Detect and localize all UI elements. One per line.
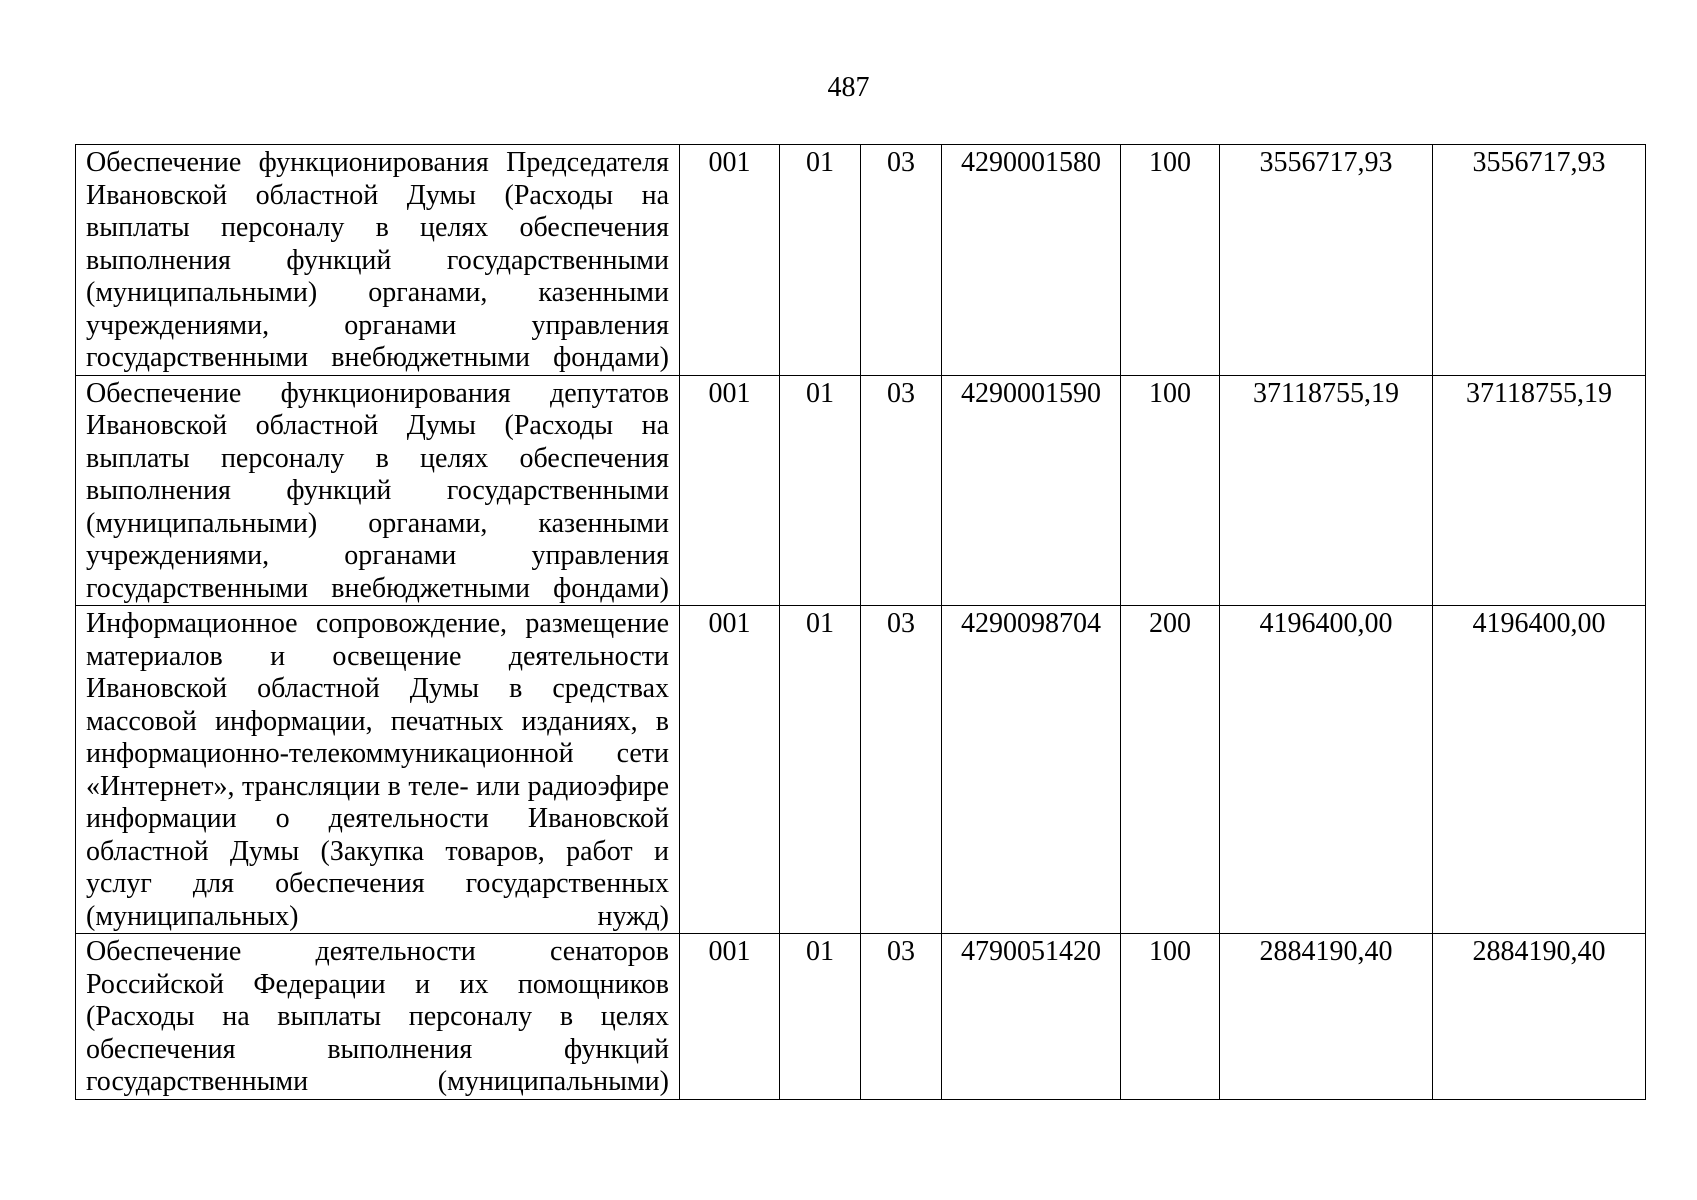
row-description: Информационное сопровождение, размещение материалов и освещение деятельности Ивановской областной Думы в средствах массовой информации, печатных изданиях, в информационно-телекоммуникационной сети «Интернет», трансляции в теле- или радиоэфире информации о деятельности Ивановской областной Думы (Закупка товаров, работ и услуг для обеспечения государственных (муниципальных) нужд) xyxy=(76,606,680,934)
subsection-code: 03 xyxy=(861,375,942,606)
table-row xyxy=(76,606,1646,934)
row-description: Обеспечение деятельности сенаторов Российской Федерации и их помощников (Расходы на выплаты персоналу в целях обеспечения выполнения функций государственными (муниципальными) xyxy=(76,934,680,1100)
subsection-code: 03 xyxy=(861,145,942,376)
section-code: 01 xyxy=(780,145,861,376)
row-description: Обеспечение функционирования депутатов Ивановской областной Думы (Расходы на выплаты персоналу в целях обеспечения выполнения функций государственными (муниципальными) органами, казенными учреждениями, органами управления государственными внебюджетными фондами) xyxy=(76,375,680,606)
amount-2: 2884190,40 xyxy=(1433,934,1646,1100)
target-article-code: 4290001580 xyxy=(942,145,1121,376)
amount-1: 37118755,19 xyxy=(1220,375,1433,606)
expense-type-code: 100 xyxy=(1121,145,1220,376)
amount-2: 4196400,00 xyxy=(1433,606,1646,934)
row-description: Обеспечение функционирования Председателя Ивановской областной Думы (Расходы на выплаты персоналу в целях обеспечения выполнения функций государственными (муниципальными) органами, казенными учреждениями, органами управления государственными внебюджетными фондами) xyxy=(76,145,680,376)
ministry-code: 001 xyxy=(680,606,780,934)
ministry-code: 001 xyxy=(680,934,780,1100)
page-number: 487 xyxy=(827,72,870,103)
amount-2: 37118755,19 xyxy=(1433,375,1646,606)
table-row xyxy=(76,934,1646,1100)
amount-1: 2884190,40 xyxy=(1220,934,1433,1100)
amount-2: 3556717,93 xyxy=(1433,145,1646,376)
section-code: 01 xyxy=(780,606,861,934)
ministry-code: 001 xyxy=(680,375,780,606)
expense-type-code: 100 xyxy=(1121,934,1220,1100)
expense-type-code: 100 xyxy=(1121,375,1220,606)
amount-1: 3556717,93 xyxy=(1220,145,1433,376)
table-row xyxy=(76,145,1646,376)
expense-type-code: 200 xyxy=(1121,606,1220,934)
amount-1: 4196400,00 xyxy=(1220,606,1433,934)
target-article-code: 4790051420 xyxy=(942,934,1121,1100)
subsection-code: 03 xyxy=(861,606,942,934)
section-code: 01 xyxy=(780,375,861,606)
target-article-code: 4290001590 xyxy=(942,375,1121,606)
subsection-code: 03 xyxy=(861,934,942,1100)
table-row xyxy=(76,375,1646,606)
budget-table xyxy=(75,144,1646,1100)
target-article-code: 4290098704 xyxy=(942,606,1121,934)
section-code: 01 xyxy=(780,934,861,1100)
ministry-code: 001 xyxy=(680,145,780,376)
